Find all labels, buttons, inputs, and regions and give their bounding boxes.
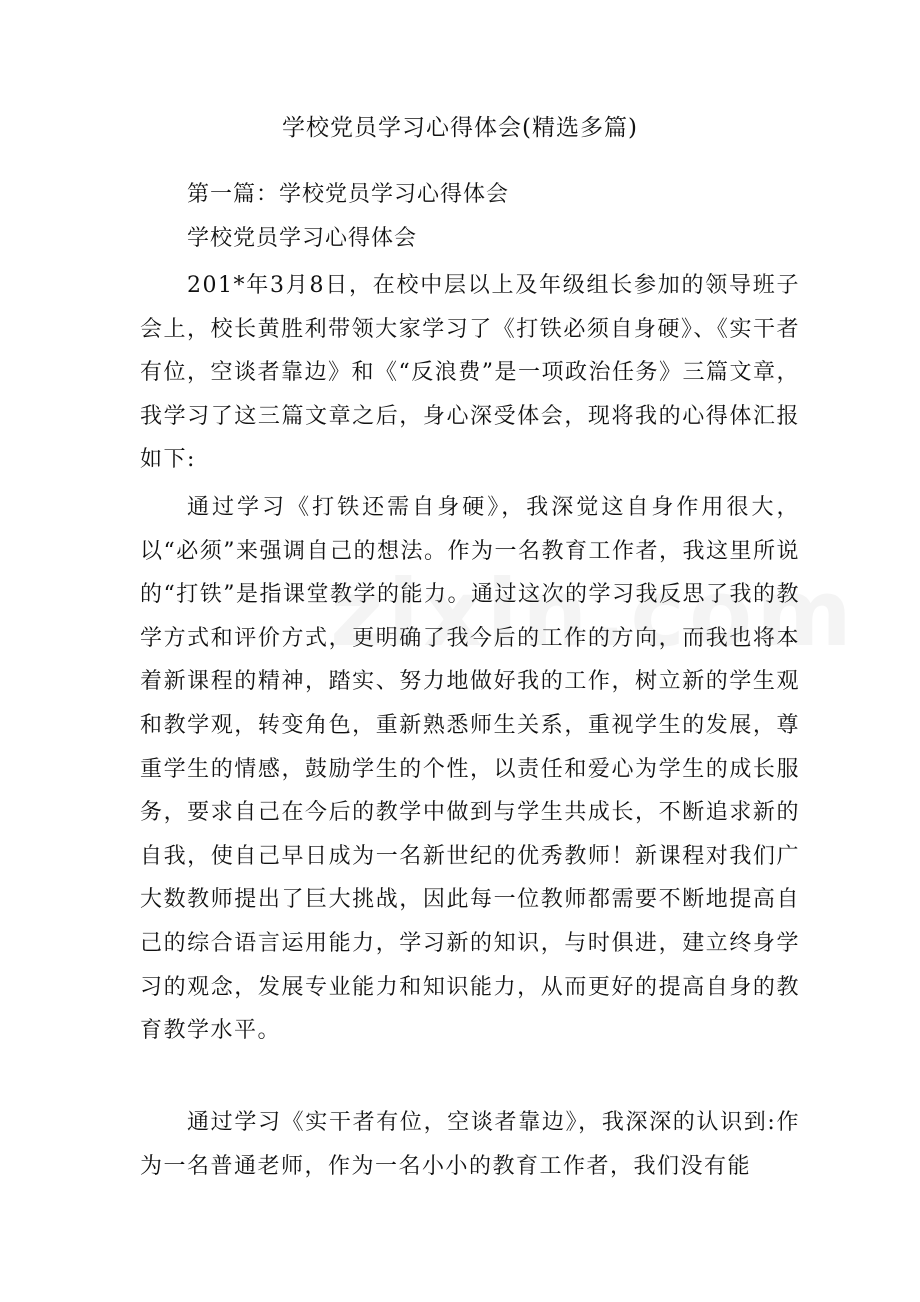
paragraph-2: 通过学习《打铁还需自身硬》，我深觉这自身作用很大，以“必须”来强调自己的想法。作为一名教育工作者，我这里所说的“打铁”是指课堂教学的能力。通过这次的学习我反思了我的教学方式和评价方式，更明确了我今后的工作的方向，而我也将本着新课程的精神，踏实、努力地做好我的工作，树立新的学生观和教学观，转变角色，重新熟悉师生关系，重视学生的发展，尊重学生的情感，鼓励学生的个性，以责任和爱心为学生的成长服务，要求自己在今后的教学中做到与学生共成长，不断追求新的自我，使自己早日成为一名新世纪的优秀教师！新课程对我们广大数教师提出了巨大挑战，因此每一位教师都需要不断地提高自己的综合语言运用能力，学习新的知识，与时俱进，建立终身学习的观念，发展专业能力和知识能力，从而更好的提高自身的教育教学水平。 [140,495,800,1044]
article-subtitle: 学校党员学习心得体会 [187,226,418,251]
document-title: 学校党员学习心得体会(精选多篇) [282,115,638,141]
paragraph-1: 201*年3月8日，在校中层以上及年级组长参加的领导班子会上，校长黄胜利带领大家学习了《打铁必须自身硬》、《实干者有位，空谈者靠边》和《“反浪费”是一项政治任务》三篇文章，我学习了这三篇文章之后，身心深受体会，现将我的心得体汇报如下: [140,273,800,473]
paragraph-3: 通过学习《实干者有位，空谈者靠边》，我深深的认识到:作为一名普通老师，作为一名小小的教育工作者，我们没有能 [140,1110,800,1179]
section-heading: 第一篇：学校党员学习心得体会 [187,182,510,207]
